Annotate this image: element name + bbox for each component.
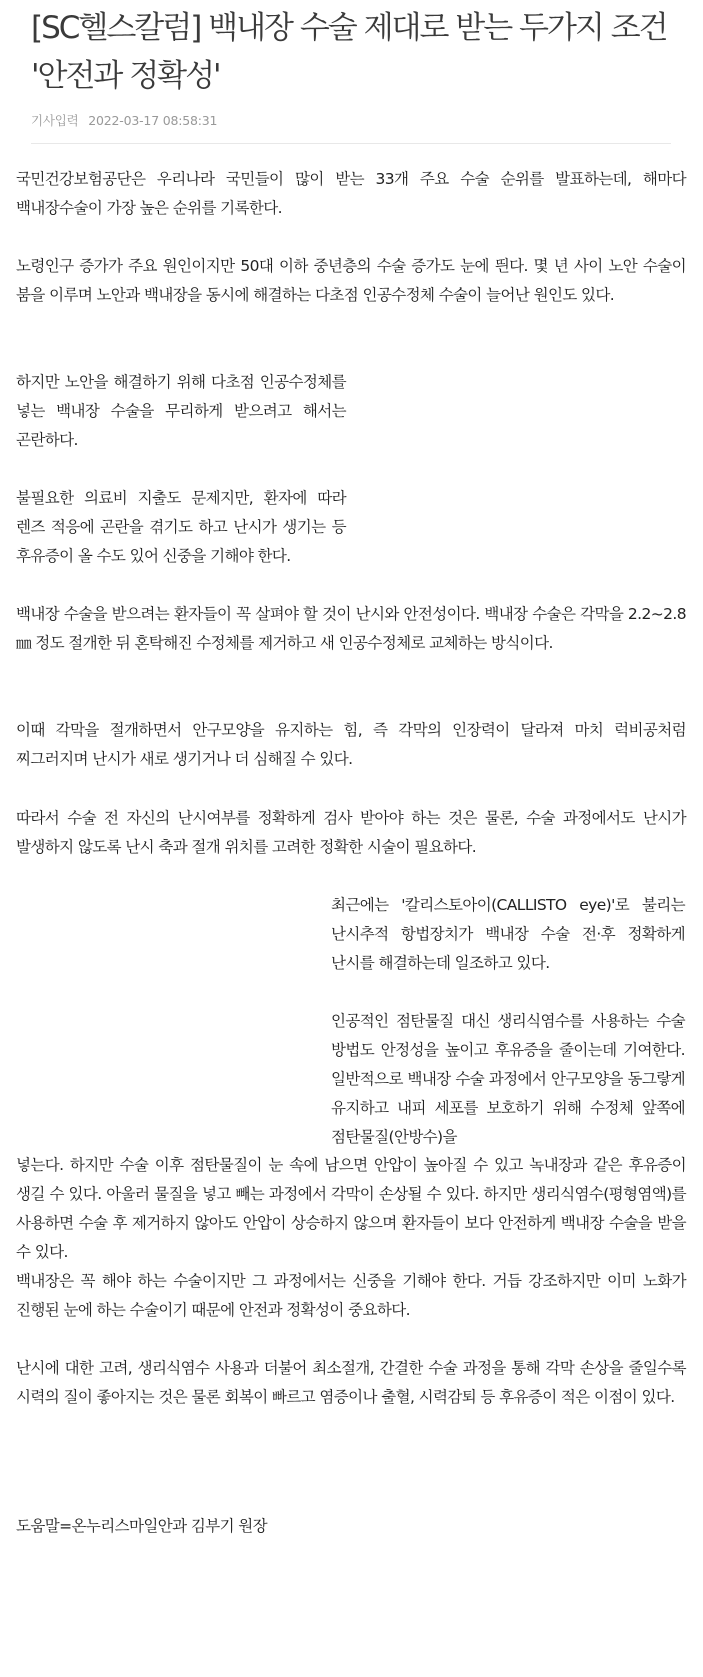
article-paragraph: 인공적인 점탄물질 대신 생리식염수를 사용하는 수술 방법도 안정성을 높이고 후유증을 줄이는데 기여한다. 일반적으로 백내장 수술 과정에서 안구모양을 동그랗게 유지하고 내피 세포를 보호하기 위해 수정체 앞쪽에 점탄물질(안방수)을 xyxy=(331,1012,685,1146)
article-paragraph: 하지만 노안을 해결하기 위해 다초점 인공수정체를 넣는 백내장 수술을 무리하게 받으려고 해서는 곤란하다. xyxy=(16,373,346,449)
article-meta xyxy=(31,111,217,129)
article-paragraph: 백내장 수술을 받으려는 환자들이 꼭 살펴야 할 것이 난시와 안전성이다. 백내장 수술은 각막을 2.2~2.8㎜ 정도 절개한 뒤 혼탁해진 수정체를 제거하고 새 인공수정체로 교체하는 방식이다. xyxy=(16,605,686,652)
article-paragraph: 이때 각막을 절개하면서 안구모양을 유지하는 힘, 즉 각막의 인장력이 달라져 마치 럭비공처럼 찌그러지며 난시가 새로 생기거나 더 심해질 수 있다. xyxy=(16,721,686,768)
article-paragraph: 따라서 수술 전 자신의 난시여부를 정확하게 검사 받아야 하는 것은 물론, 수술 과정에서도 난시가 발생하지 않도록 난시 축과 절개 위치를 고려한 정확한 시술이 필요하다. xyxy=(16,809,686,856)
meta-label: 기사입력 xyxy=(31,113,79,128)
article-paragraph: 난시에 대한 고려, 생리식염수 사용과 더불어 최소절개, 간결한 수술 과정을 통해 각막 손상을 줄일수록 시력의 질이 좋아지는 것은 물론 회복이 빠르고 염증이나 출혈, 시력감퇴 등 후유증이 적은 이점이 있다. xyxy=(16,1359,686,1406)
article-credit: 도움말=온누리스마일안과 김부기 원장 xyxy=(16,1517,268,1535)
article-paragraph: 백내장은 꼭 해야 하는 수술이지만 그 과정에서는 신중을 기해야 한다. 거듭 강조하지만 이미 노화가 진행된 눈에 하는 수술이기 때문에 안전과 정확성이 중요하다. xyxy=(16,1272,686,1319)
article-title: [SC헬스칼럼] 백내장 수술 제대로 받는 두가지 조건 '안전과 정확성' xyxy=(31,10,667,94)
article-paragraph: 최근에는 '칼리스토아이(CALLISTO eye)'로 불리는 난시추적 항법장치가 백내장 수술 전·후 정확하게 난시를 해결하는데 일조하고 있다. xyxy=(331,896,685,972)
title-divider xyxy=(31,143,671,144)
article-paragraph: 불필요한 의료비 지출도 문제지만, 환자에 따라 렌즈 적응에 곤란을 겪기도 하고 난시가 생기는 등 후유증이 올 수도 있어 신중을 기해야 한다. xyxy=(16,489,346,565)
article-paragraph: 국민건강보험공단은 우리나라 국민들이 많이 받는 33개 주요 수술 순위를 발표하는데, 해마다 백내장수술이 가장 높은 순위를 기록한다. xyxy=(16,170,686,217)
article-paragraph: 넣는다. 하지만 수술 이후 점탄물질이 눈 속에 남으면 안압이 높아질 수 있고 녹내장과 같은 후유증이 생길 수 있다. 아울러 물질을 넣고 빼는 과정에서 각막이 손상될 수 있다. 하지만 생리식염수(평형염액)를 사용하면 수술 후 제거하지 않아도 안압이 상승하지 않으며 환자들이 보다 안전하게 백내장 수술을 받을 수 있다. xyxy=(16,1156,686,1261)
meta-datetime: 2022-03-17 08:58:31 xyxy=(88,113,218,128)
article-paragraph: 노령인구 증가가 주요 원인이지만 50대 이하 중년층의 수술 증가도 눈에 띈다. 몇 년 사이 노안 수술이 붐을 이루며 노안과 백내장을 동시에 해결하는 다초점 인공수정체 수술이 늘어난 원인도 있다. xyxy=(16,257,686,304)
